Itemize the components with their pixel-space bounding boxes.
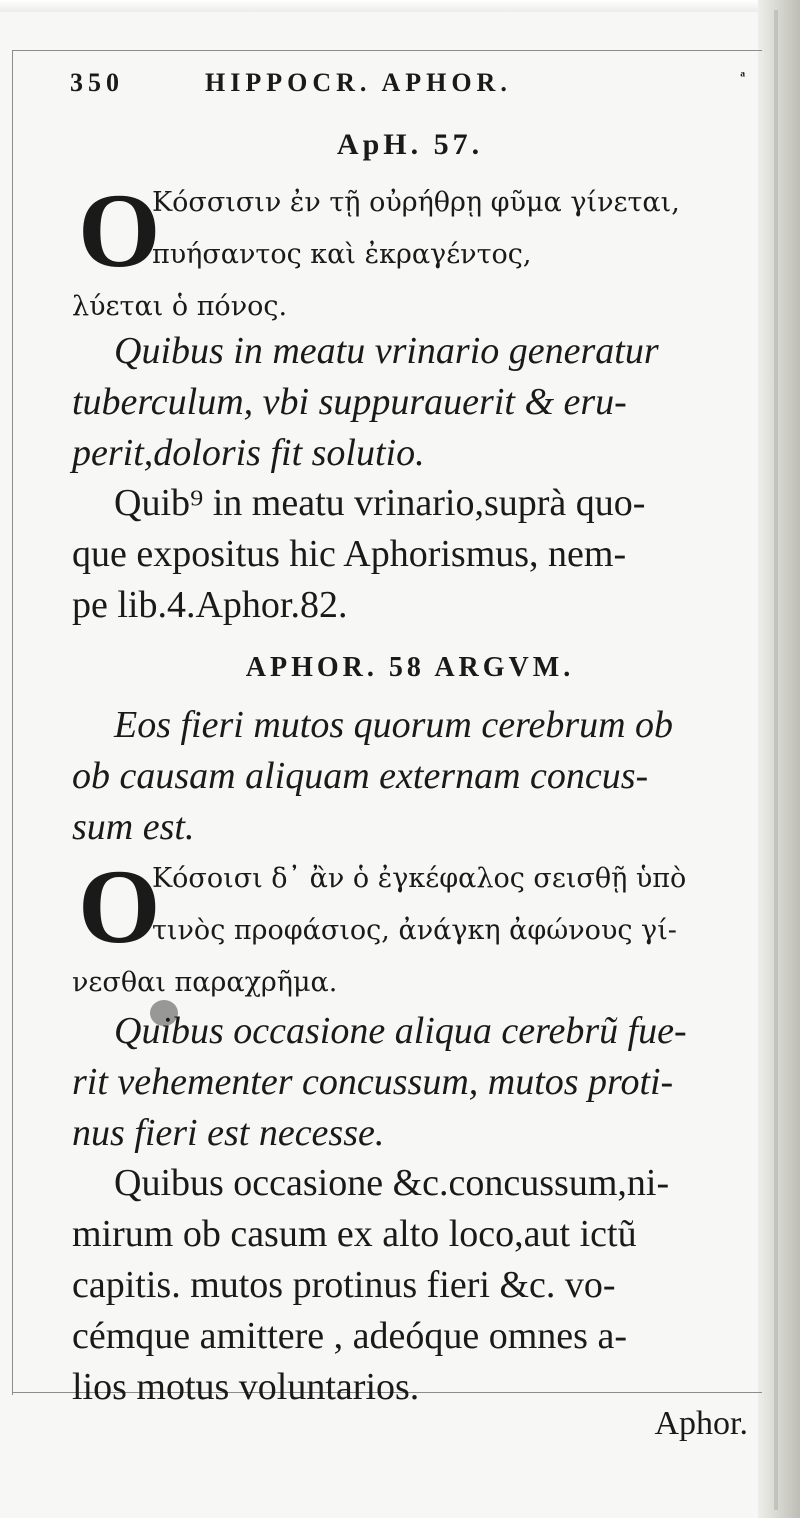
- argument-line: ob causam aliquam externam concus-: [72, 755, 649, 797]
- aphorism-58-greek: [72, 858, 752, 1004]
- scan-top-edge: [0, 0, 800, 12]
- aphorism-57-greek: [72, 182, 752, 328]
- commentary-line: mirum ob casum ex alto loco,aut ictũ: [72, 1213, 637, 1255]
- greek-line: Κόσσισιν ἐν τῇ οὐρήθρῃ φῦμα γίνεται,: [152, 187, 680, 218]
- running-head: [70, 68, 750, 108]
- commentary-line: pe lib.4.Aphor.82.: [72, 584, 348, 626]
- dropcap-58: O: [78, 848, 161, 965]
- greek-line: λύεται ὁ πόνος.: [72, 291, 288, 322]
- page-frame-left: [12, 50, 13, 1395]
- page-number: 350: [70, 68, 124, 97]
- aphorism-58-latin: [72, 1006, 752, 1159]
- latin-line: rit vehementer concussum, mutos proti-: [72, 1061, 674, 1103]
- aphorism-58-commentary: [72, 1158, 752, 1413]
- corner-mark: ᵃ: [740, 68, 750, 85]
- latin-line: Quibus in meatu vrinario generatur: [114, 330, 659, 372]
- scan-right-edge: [758, 0, 800, 1518]
- greek-line: νεσθαι παραχρῆμα.: [72, 967, 338, 998]
- scan-right-edge-line: [774, 10, 778, 1510]
- aphorism-58-heading: APHOR. 58 ARGVM.: [245, 652, 575, 683]
- aphorism-57-heading: ApH. 57.: [336, 128, 484, 161]
- latin-line: Quibus occasione aliqua cerebrũ fue-: [114, 1010, 687, 1052]
- dropcap-57: O: [78, 172, 161, 289]
- commentary-line: lios motus voluntarios.: [72, 1366, 420, 1408]
- commentary-line: Quib⁹ in meatu vrinario,suprà quo-: [114, 482, 646, 524]
- page-frame-top: [12, 50, 762, 51]
- commentary-line: Quibus occasione &c.concussum,ni-: [114, 1162, 670, 1204]
- greek-line: τινὸς προφάσιος, ἀνάγκη ἀφώνους γί-: [152, 915, 677, 946]
- greek-line: Κόσοισι δ᾽ ἂν ὁ ἐγκέφαλος σεισθῇ ὑπὸ: [152, 863, 687, 894]
- argument-line: Eos fieri mutos quorum cerebrum ob: [114, 704, 674, 746]
- greek-line: πυήσαντος καὶ ἐκραγέντος,: [152, 239, 532, 270]
- latin-line: perit,doloris fit solutio.: [72, 432, 425, 474]
- commentary-line: cémque amittere , adeóque omnes a-: [72, 1315, 627, 1357]
- catchword: Aphor.: [654, 1405, 748, 1442]
- latin-line: nus fieri est necesse.: [72, 1112, 385, 1154]
- latin-line: tuberculum, vbi suppurauerit & eru-: [72, 381, 627, 423]
- running-title: HIPPOCR. APHOR.: [205, 68, 512, 97]
- aphorism-57-commentary: [72, 478, 752, 631]
- aphorism-57-latin: [72, 326, 752, 479]
- commentary-line: que expositus hic Aphorismus, nem-: [72, 533, 627, 575]
- aphorism-58-argument: [72, 700, 752, 853]
- argument-line: sum est.: [72, 806, 195, 848]
- commentary-line: capitis. mutos protinus fieri &c. vo-: [72, 1264, 616, 1306]
